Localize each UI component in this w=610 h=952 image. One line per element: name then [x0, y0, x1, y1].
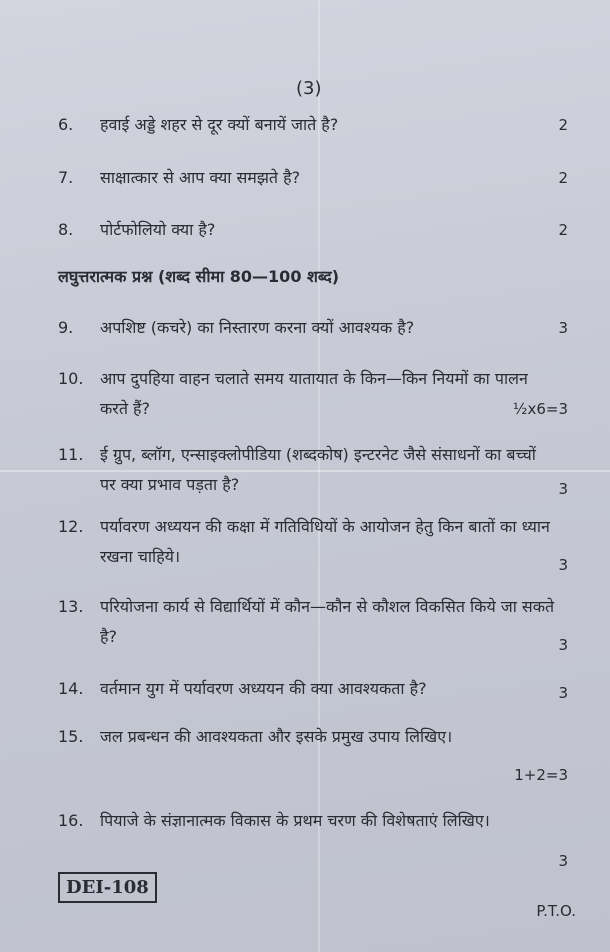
question-text: पर्यावरण अध्ययन की कक्षा में गतिविधियों के आयोजन हेतु किन बातों का ध्यान रखना चाहिये।: [100, 517, 550, 566]
question-marks: 3: [558, 319, 568, 337]
question-marks: 3: [558, 636, 568, 654]
question-marks: 2: [558, 221, 568, 239]
question-8: [58, 215, 578, 245]
question-15: [58, 722, 578, 784]
question-number: 9.: [58, 318, 74, 337]
question-number: 16.: [58, 811, 84, 830]
question-number: 14.: [58, 679, 84, 698]
question-16: [58, 806, 578, 870]
page-number: (3): [296, 78, 322, 99]
section-heading: लघुत्तरात्मक प्रश्न (शब्द सीमा 80—100 शब्द): [58, 267, 340, 286]
question-number: 15.: [58, 727, 84, 746]
question-text: पोर्टफोलियो क्या है?: [100, 220, 216, 239]
question-text: जल प्रबन्धन की आवश्यकता और इसके प्रमुख उपाय लिखिए।: [100, 727, 453, 746]
question-marks: 2: [558, 116, 568, 134]
question-marks: 1+2=3: [514, 766, 568, 784]
question-14: [58, 674, 578, 704]
question-13: [58, 592, 578, 652]
question-text: साक्षात्कार से आप क्या समझते है?: [100, 168, 301, 187]
question-number: 12.: [58, 517, 84, 536]
question-number: 8.: [58, 220, 74, 239]
question-number: 6.: [58, 115, 74, 134]
question-10: [58, 364, 578, 424]
question-text: आप दुपहिया वाहन चलाते समय यातायात के किन—किन नियमों का पालन करते हैं?: [100, 369, 528, 418]
question-9: [58, 313, 578, 343]
question-12: [58, 512, 578, 572]
question-marks: 2: [558, 169, 568, 187]
question-text: हवाई अड्डे शहर से दूर क्यों बनायें जाते है?: [100, 115, 339, 134]
question-7: [58, 163, 578, 193]
question-number: 10.: [58, 369, 84, 388]
question-text: अपशिष्ट (कचरे) का निस्तारण करना क्यों आवश्यक है?: [100, 318, 415, 337]
question-number: 7.: [58, 168, 74, 187]
question-11: [58, 440, 578, 500]
question-6: [58, 110, 578, 140]
question-text: ई ग्रुप, ब्लॉग, एन्साइक्लोपीडिया (शब्दकोष) इन्टरनेट जैसे संसाधनों का बच्चों पर क्या प्रभाव पड़ता है?: [100, 445, 536, 494]
question-number: 11.: [58, 445, 84, 464]
question-number: 13.: [58, 597, 84, 616]
question-marks: 3: [558, 480, 568, 498]
question-marks: ½x6=3: [512, 400, 568, 418]
question-text: परियोजना कार्य से विद्यार्थियों में कौन—कौन से कौशल विकसित किये जा सकते है?: [100, 597, 555, 646]
please-turn-over: P.T.O.: [536, 902, 576, 920]
paper-code-box: DEI-108: [58, 872, 157, 903]
question-marks: 3: [558, 684, 568, 702]
question-text: वर्तमान युग में पर्यावरण अध्ययन की क्या आवश्यकता है?: [100, 679, 427, 698]
question-text: पियाजे के संज्ञानात्मक विकास के प्रथम चरण की विशेषताएं लिखिए।: [100, 811, 490, 830]
question-marks: 3: [558, 852, 568, 870]
question-marks: 3: [558, 556, 568, 574]
